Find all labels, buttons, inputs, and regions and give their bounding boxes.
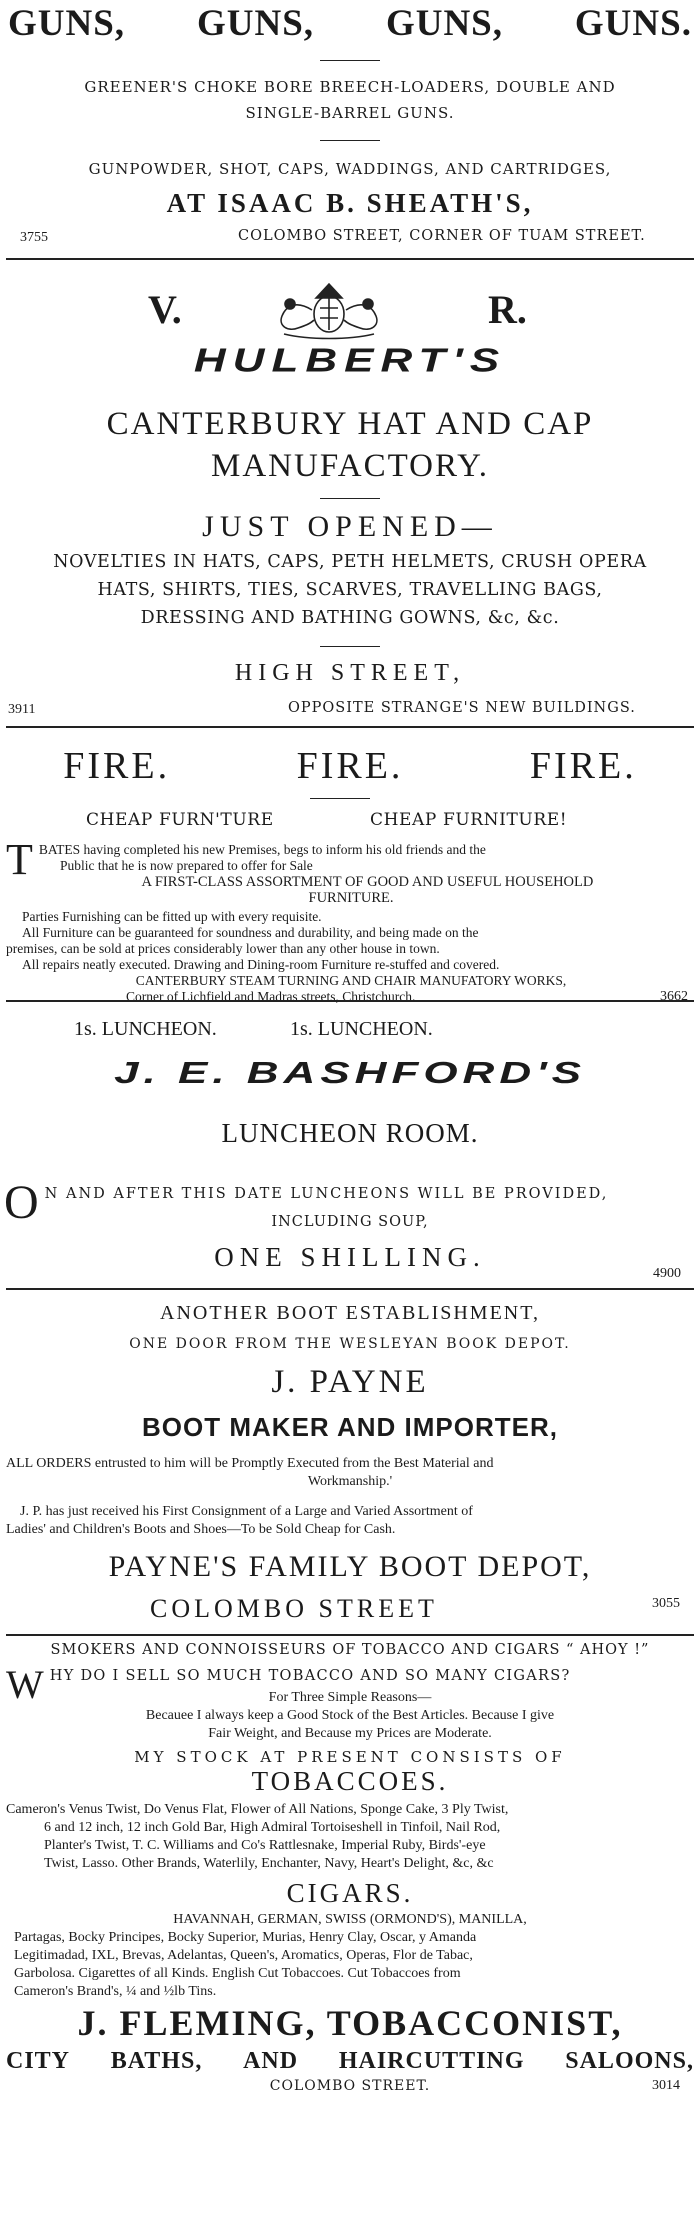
drop-cap: W [6, 1662, 44, 1707]
smokers-line: SMOKERS AND CONNOISSEURS OF TOBACCO AND CIGARS “ AHOY !” [50, 1642, 650, 1658]
orders-line-1: ALL ORDERS entrusted to him will be Promptly Executed from the Best Material and [6, 1456, 494, 1471]
ad-reference-number: 3911 [8, 702, 36, 717]
cigar-list-line: HAVANNAH, GERMAN, SWISS (ORMOND'S), MANILLA, [173, 1912, 527, 1927]
r-letter: R. [488, 287, 527, 332]
ad-reference-number: 3014 [652, 2078, 680, 2093]
works-line: CANTERBURY STEAM TURNING AND CHAIR MANUFATORY WORKS, [135, 973, 567, 988]
body-line: FURNITURE. [308, 890, 394, 906]
novelties-line-1: NOVELTIES IN HATS, CAPS, PETH HELMETS, CRUSH OPERA [53, 552, 647, 572]
soup-line: INCLUDING SOUP, [271, 1214, 429, 1230]
luncheon-price-left: 1s. LUNCHEON. [74, 1018, 217, 1040]
cigars-heading: CIGARS. [286, 1878, 414, 1908]
cigar-list-line: Partagas, Bocky Principes, Bocky Superior, Murias, Henry Clay, Oscar, y Amanda [14, 1930, 477, 1945]
body-line: Public that he is now prepared to offer for Sale [60, 858, 313, 873]
headline-word: GUNS, [385, 3, 503, 44]
headline-word: GUNS, [196, 3, 315, 44]
one-shilling: ONE SHILLING. [214, 1242, 486, 1272]
column-rule [6, 1288, 694, 1290]
because-line-2: Fair Weight, and Because my Prices are Moderate. [208, 1726, 492, 1741]
tobacco-list-line: Cameron's Venus Twist, Do Venus Flat, Flower of All Nations, Sponge Cake, 3 Ply Twist, [6, 1802, 509, 1817]
fire-headline [0, 744, 700, 788]
guns-address: COLOMBO STREET, CORNER OF TUAM STREET. [238, 228, 646, 244]
body-line: premises, can be sold at prices considerably lower than any other house in town. [6, 941, 440, 956]
body-line: All repairs neatly executed. Drawing and Dining-room Furniture re-stuffed and covered. [22, 957, 500, 972]
drop-cap: O [4, 1176, 39, 1229]
body-line: Parties Furnishing can be fitted up with every requisite. [22, 909, 322, 924]
cheap-furniture-left: CHEAP FURN'TURE [86, 810, 274, 830]
city-word: SALOONS, [565, 2048, 694, 2074]
tobaccoes-heading: TOBACCOES. [251, 1766, 449, 1796]
royal-coat-of-arms-icon [254, 272, 404, 342]
tobacco-list-line: 6 and 12 inch, 12 inch Gold Bar, High Admiral Tortoiseshell in Tinfoil, Nail Rod, [44, 1820, 501, 1835]
colombo-street-footer: COLOMBO STREET. [269, 2078, 431, 2094]
city-word: HAIRCUTTING [338, 2048, 525, 2074]
hulberts-name: HULBERT'S [193, 342, 507, 379]
orders-line-2: Workmanship.' [307, 1474, 393, 1489]
bashfords-name: J. E. BASHFORD'S [114, 1055, 586, 1090]
because-line-1: Becauee I always keep a Good Stock of the Best Articles. Because I give [145, 1708, 555, 1723]
high-street: HIGH STREET, [234, 660, 466, 686]
column-rule [6, 1000, 694, 1002]
fire-body [6, 835, 696, 1005]
city-word: CITY [6, 2048, 71, 2074]
payne-name: J. PAYNE [271, 1364, 429, 1400]
consignment-line-1: J. P. has just received his First Consignment of a Large and Varied Assortment of [20, 1504, 473, 1519]
cigar-list-line: Cameron's Brand's, ¼ and ½lb Tins. [14, 1984, 217, 1999]
family-boot-depot: PAYNE'S FAMILY BOOT DEPOT, [108, 1550, 592, 1583]
novelties-line-2: HATS, SHIRTS, TIES, SCARVES, TRAVELLING BAGS, [97, 580, 603, 600]
divider [320, 140, 380, 141]
divider [310, 798, 370, 799]
corner-line [6, 989, 696, 1005]
column-rule [6, 726, 694, 728]
why-line: HY DO I SELL SO MUCH TOBACCO AND SO MANY CIGARS? [49, 1668, 571, 1684]
cigar-list-line: Garbolosa. Cigarettes of all Kinds. English Cut Tobaccoes. Cut Tobaccoes from [14, 1966, 461, 1981]
v-letter: V. [148, 287, 182, 332]
tobacco-list-line: Twist, Lasso. Other Brands, Waterlily, Enchanter, Navy, Heart's Delight, &c, &c [44, 1856, 494, 1871]
corner-text: Corner of Lichfield and Madras streets, Christchurch. [126, 989, 416, 1004]
city-baths-line [0, 2048, 700, 2075]
guns-line-2: SINGLE-BARREL GUNS. [245, 104, 455, 122]
boot-maker-title: BOOT MAKER AND IMPORTER, [142, 1412, 558, 1442]
divider [320, 60, 380, 61]
cigar-list-line: Legitimadad, IXL, Brevas, Adelantas, Queen's, Aromatics, Operas, Flor de Tabac, [14, 1948, 473, 1963]
luncheon-price-right: 1s. LUNCHEON. [290, 1018, 433, 1040]
guns-headline [0, 2, 700, 45]
headline-word: FIRE. [63, 745, 171, 787]
one-door-line: ONE DOOR FROM THE WESLEYAN BOOK DEPOT. [129, 1336, 571, 1352]
consignment-line-2: Ladies' and Children's Boots and Shoes—To be Sold Cheap for Cash. [6, 1522, 396, 1537]
stock-line: MY STOCK AT PRESENT CONSISTS OF [134, 1748, 566, 1766]
ad-reference-number: 3662 [660, 989, 688, 1004]
luncheon-room-title: LUNCHEON ROOM. [221, 1118, 479, 1148]
column-rule [6, 258, 694, 260]
guns-line-3: GUNPOWDER, SHOT, CAPS, WADDINGS, AND CARTRIDGES, [88, 160, 612, 178]
headline-word: FIRE. [529, 745, 637, 787]
manufactory-title: MANUFACTORY. [211, 448, 489, 484]
tobacco-list-line: Planter's Twist, T. C. Williams and Co's Rattlesnake, Imperial Ruby, Birds'-eye [44, 1838, 486, 1853]
fleming-tobacconist: J. FLEMING, TOBACCONIST, [77, 2003, 623, 2043]
novelties-line-3: DRESSING AND BATHING GOWNS, &c, &c. [140, 608, 560, 628]
body-line: BATES having completed his new Premises, begs to inform his old friends and the [38, 842, 486, 857]
city-word: AND [243, 2048, 299, 2074]
three-reasons: For Three Simple Reasons— [268, 1690, 432, 1705]
just-opened: JUST OPENED— [202, 510, 498, 543]
divider [320, 646, 380, 647]
guns-line-1: GREENER'S CHOKE BORE BREECH-LOADERS, DOUBLE AND [84, 78, 616, 96]
body-line: All Furniture can be guaranteed for soundness and durability, and being made on the [22, 925, 479, 940]
headline-word: FIRE. [296, 745, 404, 787]
provided-line: N AND AFTER THIS DATE LUNCHEONS WILL BE PROVIDED, [44, 1186, 609, 1202]
headline-word: GUNS. [574, 3, 692, 44]
divider [320, 498, 380, 499]
ad-reference-number: 3055 [652, 1596, 680, 1611]
ad-reference-number: 4900 [653, 1266, 681, 1281]
column-rule [6, 1634, 694, 1636]
headline-word: GUNS, [8, 3, 126, 44]
city-word: BATHS, [110, 2048, 203, 2074]
hat-cap-title: CANTERBURY HAT AND CAP [106, 406, 594, 442]
cheap-furniture-right: CHEAP FURNITURE! [370, 810, 568, 830]
another-boot-line: ANOTHER BOOT ESTABLISHMENT, [160, 1302, 540, 1324]
drop-cap: T [6, 835, 33, 884]
colombo-street: COLOMBO STREET [150, 1594, 438, 1623]
merchant-name: AT ISAAC B. SHEATH'S, [166, 188, 534, 218]
opposite-line: OPPOSITE STRANGE'S NEW BUILDINGS. [288, 700, 636, 716]
ad-reference-number: 3755 [20, 230, 48, 245]
body-line: A FIRST-CLASS ASSORTMENT OF GOOD AND USEFUL HOUSEHOLD [141, 874, 594, 890]
